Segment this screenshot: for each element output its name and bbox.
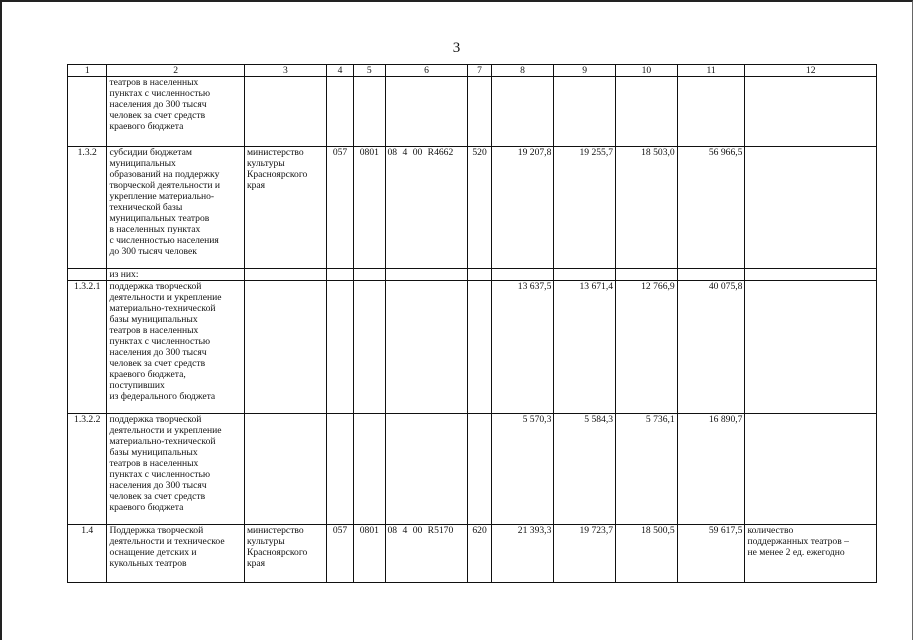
row-number-cell: 1.3.2: [68, 147, 107, 269]
item-name-line: укрепление материально-: [109, 191, 215, 202]
code-grbs-cell: 057: [326, 147, 353, 269]
code-grbs-cell: 057: [326, 525, 353, 583]
item-name-line: пунктах с численностью: [109, 469, 211, 480]
code-target-cell: 08 4 00 R5170: [385, 525, 468, 583]
result-indicator-cell: [745, 414, 877, 525]
ministry-cell: [244, 77, 326, 147]
column-header-5: 5: [354, 65, 385, 77]
item-name-line: технической базы: [109, 202, 183, 213]
item-name-line: поддержка творческой: [109, 281, 202, 292]
code-type-cell: [468, 414, 491, 525]
sum-col-11-cell: [677, 269, 745, 281]
code-grbs-cell: [326, 281, 353, 414]
sum-col-11-cell: [677, 77, 745, 147]
item-name-line: пунктах с численностью: [109, 88, 211, 99]
sum-col-8-cell: 19 207,8: [491, 147, 554, 269]
sum-col-9-cell: 19 723,7: [554, 525, 616, 583]
sum-col-11-cell: 16 890,7: [677, 414, 745, 525]
sum-col-10-cell: 12 766,9: [616, 281, 678, 414]
code-type-cell: [468, 77, 491, 147]
table-row: [68, 269, 877, 281]
sum-col-11-cell: 59 617,5: [677, 525, 745, 583]
column-header-2: 2: [107, 65, 245, 77]
code-grbs-cell: [326, 414, 353, 525]
column-header-12: 12: [745, 65, 877, 77]
code-grbs-cell: [326, 77, 353, 147]
ministry-line: края: [246, 180, 266, 191]
sum-col-11-cell: 56 966,5: [677, 147, 745, 269]
ministry-cell: [244, 147, 326, 269]
result-indicator-line: количество: [747, 525, 794, 536]
ministry-line: культуры: [246, 158, 285, 169]
code-section-cell: [354, 77, 385, 147]
result-indicator-line: не менее 2 ед. ежегодно: [747, 547, 845, 558]
item-name-line: образований на поддержку: [109, 169, 220, 180]
table-row: [68, 525, 877, 583]
item-name-line: деятельности и укрепление: [109, 425, 222, 436]
column-header-3: 3: [244, 65, 326, 77]
sum-col-10-cell: 18 500,5: [616, 525, 678, 583]
ministry-line: министерство: [246, 147, 304, 158]
item-name-cell: [107, 525, 245, 583]
row-number-cell: 1.3.2.1: [68, 281, 107, 414]
sum-col-9-cell: [554, 77, 616, 147]
code-section-cell: 0801: [354, 525, 385, 583]
item-name-cell: [107, 147, 245, 269]
header-row: [68, 65, 877, 77]
item-name-line: творческой деятельности и: [109, 180, 220, 191]
result-indicator-cell: [745, 281, 877, 414]
code-grbs-cell: [326, 269, 353, 281]
code-type-cell: [468, 269, 491, 281]
item-name-cell: [107, 414, 245, 525]
item-name-line: поступивших: [109, 380, 165, 391]
item-name-line: населения до 300 тысяч: [109, 480, 207, 491]
item-name-line: краевого бюджета: [109, 121, 184, 132]
sum-col-10-cell: 5 736,1: [616, 414, 678, 525]
table-row: [68, 147, 877, 269]
ministry-line: культуры: [246, 536, 285, 547]
sum-col-10-cell: [616, 269, 678, 281]
code-target-cell: [385, 281, 468, 414]
item-name-line: до 300 тысяч человек: [109, 246, 197, 257]
item-name-line: базы муниципальных: [109, 447, 198, 458]
row-number-cell: [68, 269, 107, 281]
item-name-line: деятельности и техническое: [109, 536, 225, 547]
item-name-line: субсидии бюджетам: [109, 147, 192, 158]
ministry-line: Красноярского: [246, 169, 308, 180]
item-name-line: Поддержка творческой: [109, 525, 204, 536]
sum-col-8-cell: 5 570,3: [491, 414, 554, 525]
item-name-line: материально-технической: [109, 436, 216, 447]
code-target-cell: [385, 77, 468, 147]
column-header-4: 4: [326, 65, 353, 77]
column-header-10: 10: [616, 65, 678, 77]
item-name-line: поддержка творческой: [109, 414, 202, 425]
item-name-line: театров в населенных: [109, 325, 199, 336]
table-row: [68, 414, 877, 525]
code-type-cell: [468, 281, 491, 414]
sum-col-11-cell: 40 075,8: [677, 281, 745, 414]
code-section-cell: 0801: [354, 147, 385, 269]
sum-col-9-cell: 5 584,3: [554, 414, 616, 525]
item-name-line: краевого бюджета: [109, 502, 184, 513]
table-row: [68, 77, 877, 147]
item-name-line: населения до 300 тысяч: [109, 99, 207, 110]
table-row: [68, 281, 877, 414]
item-name-line: с численностью населения: [109, 235, 219, 246]
item-name-cell: [107, 269, 245, 281]
ministry-cell: [244, 269, 326, 281]
column-header-9: 9: [554, 65, 616, 77]
result-indicator-line: поддержанных театров –: [747, 536, 849, 547]
sum-col-10-cell: [616, 77, 678, 147]
column-header-11: 11: [677, 65, 745, 77]
code-type-cell: 520: [468, 147, 491, 269]
item-name-cell: [107, 281, 245, 414]
code-target-cell: 08 4 00 R4662: [385, 147, 468, 269]
item-name-line: человек за счет средств: [109, 110, 206, 121]
item-name-line: театров в населенных: [109, 458, 199, 469]
item-name-line: пунктах с численностью: [109, 336, 211, 347]
ministry-cell: [244, 525, 326, 583]
sum-col-8-cell: [491, 77, 554, 147]
item-name-line: муниципальных театров: [109, 213, 210, 224]
column-header-8: 8: [491, 65, 554, 77]
item-name-line: оснащение детских и: [109, 547, 197, 558]
sum-col-8-cell: 13 637,5: [491, 281, 554, 414]
ministry-cell: [244, 414, 326, 525]
sum-col-8-cell: [491, 269, 554, 281]
budget-table: [67, 64, 877, 583]
result-indicator-cell: [745, 269, 877, 281]
sum-col-9-cell: 19 255,7: [554, 147, 616, 269]
row-number-cell: 1.4: [68, 525, 107, 583]
code-target-cell: [385, 269, 468, 281]
item-name-cell: [107, 77, 245, 147]
row-number-cell: 1.3.2.2: [68, 414, 107, 525]
page-number: 3: [452, 40, 461, 56]
code-section-cell: [354, 414, 385, 525]
result-indicator-cell: [745, 525, 877, 583]
item-name-line: человек за счет средств: [109, 358, 206, 369]
item-name-line: человек за счет средств: [109, 491, 206, 502]
code-type-cell: 620: [468, 525, 491, 583]
item-name-line: краевого бюджета,: [109, 369, 186, 380]
row-number-cell: [68, 77, 107, 147]
item-name-line: материально-технической: [109, 303, 216, 314]
code-section-cell: [354, 281, 385, 414]
code-section-cell: [354, 269, 385, 281]
ministry-cell: [244, 281, 326, 414]
code-target-cell: [385, 414, 468, 525]
item-name-line: из федерального бюджета: [109, 391, 216, 402]
result-indicator-cell: [745, 77, 877, 147]
sum-col-8-cell: 21 393,3: [491, 525, 554, 583]
ministry-line: Красноярского: [246, 547, 308, 558]
item-name-line: деятельности и укрепление: [109, 292, 222, 303]
item-name-line: театров в населенных: [109, 77, 199, 88]
sum-col-10-cell: 18 503,0: [616, 147, 678, 269]
sum-col-9-cell: 13 671,4: [554, 281, 616, 414]
result-indicator-cell: [745, 147, 877, 269]
item-name-line: кукольных театров: [109, 558, 187, 569]
item-name-line: муниципальных: [109, 158, 176, 169]
column-header-6: 6: [385, 65, 468, 77]
item-name-line: в населенных пунктах: [109, 224, 201, 235]
column-header-7: 7: [468, 65, 491, 77]
column-header-1: 1: [68, 65, 107, 77]
sum-col-9-cell: [554, 269, 616, 281]
ministry-line: министерство: [246, 525, 304, 536]
ministry-line: края: [246, 558, 266, 569]
item-name-line: базы муниципальных: [109, 314, 198, 325]
item-name-line: из них:: [109, 269, 139, 280]
item-name-line: населения до 300 тысяч: [109, 347, 207, 358]
